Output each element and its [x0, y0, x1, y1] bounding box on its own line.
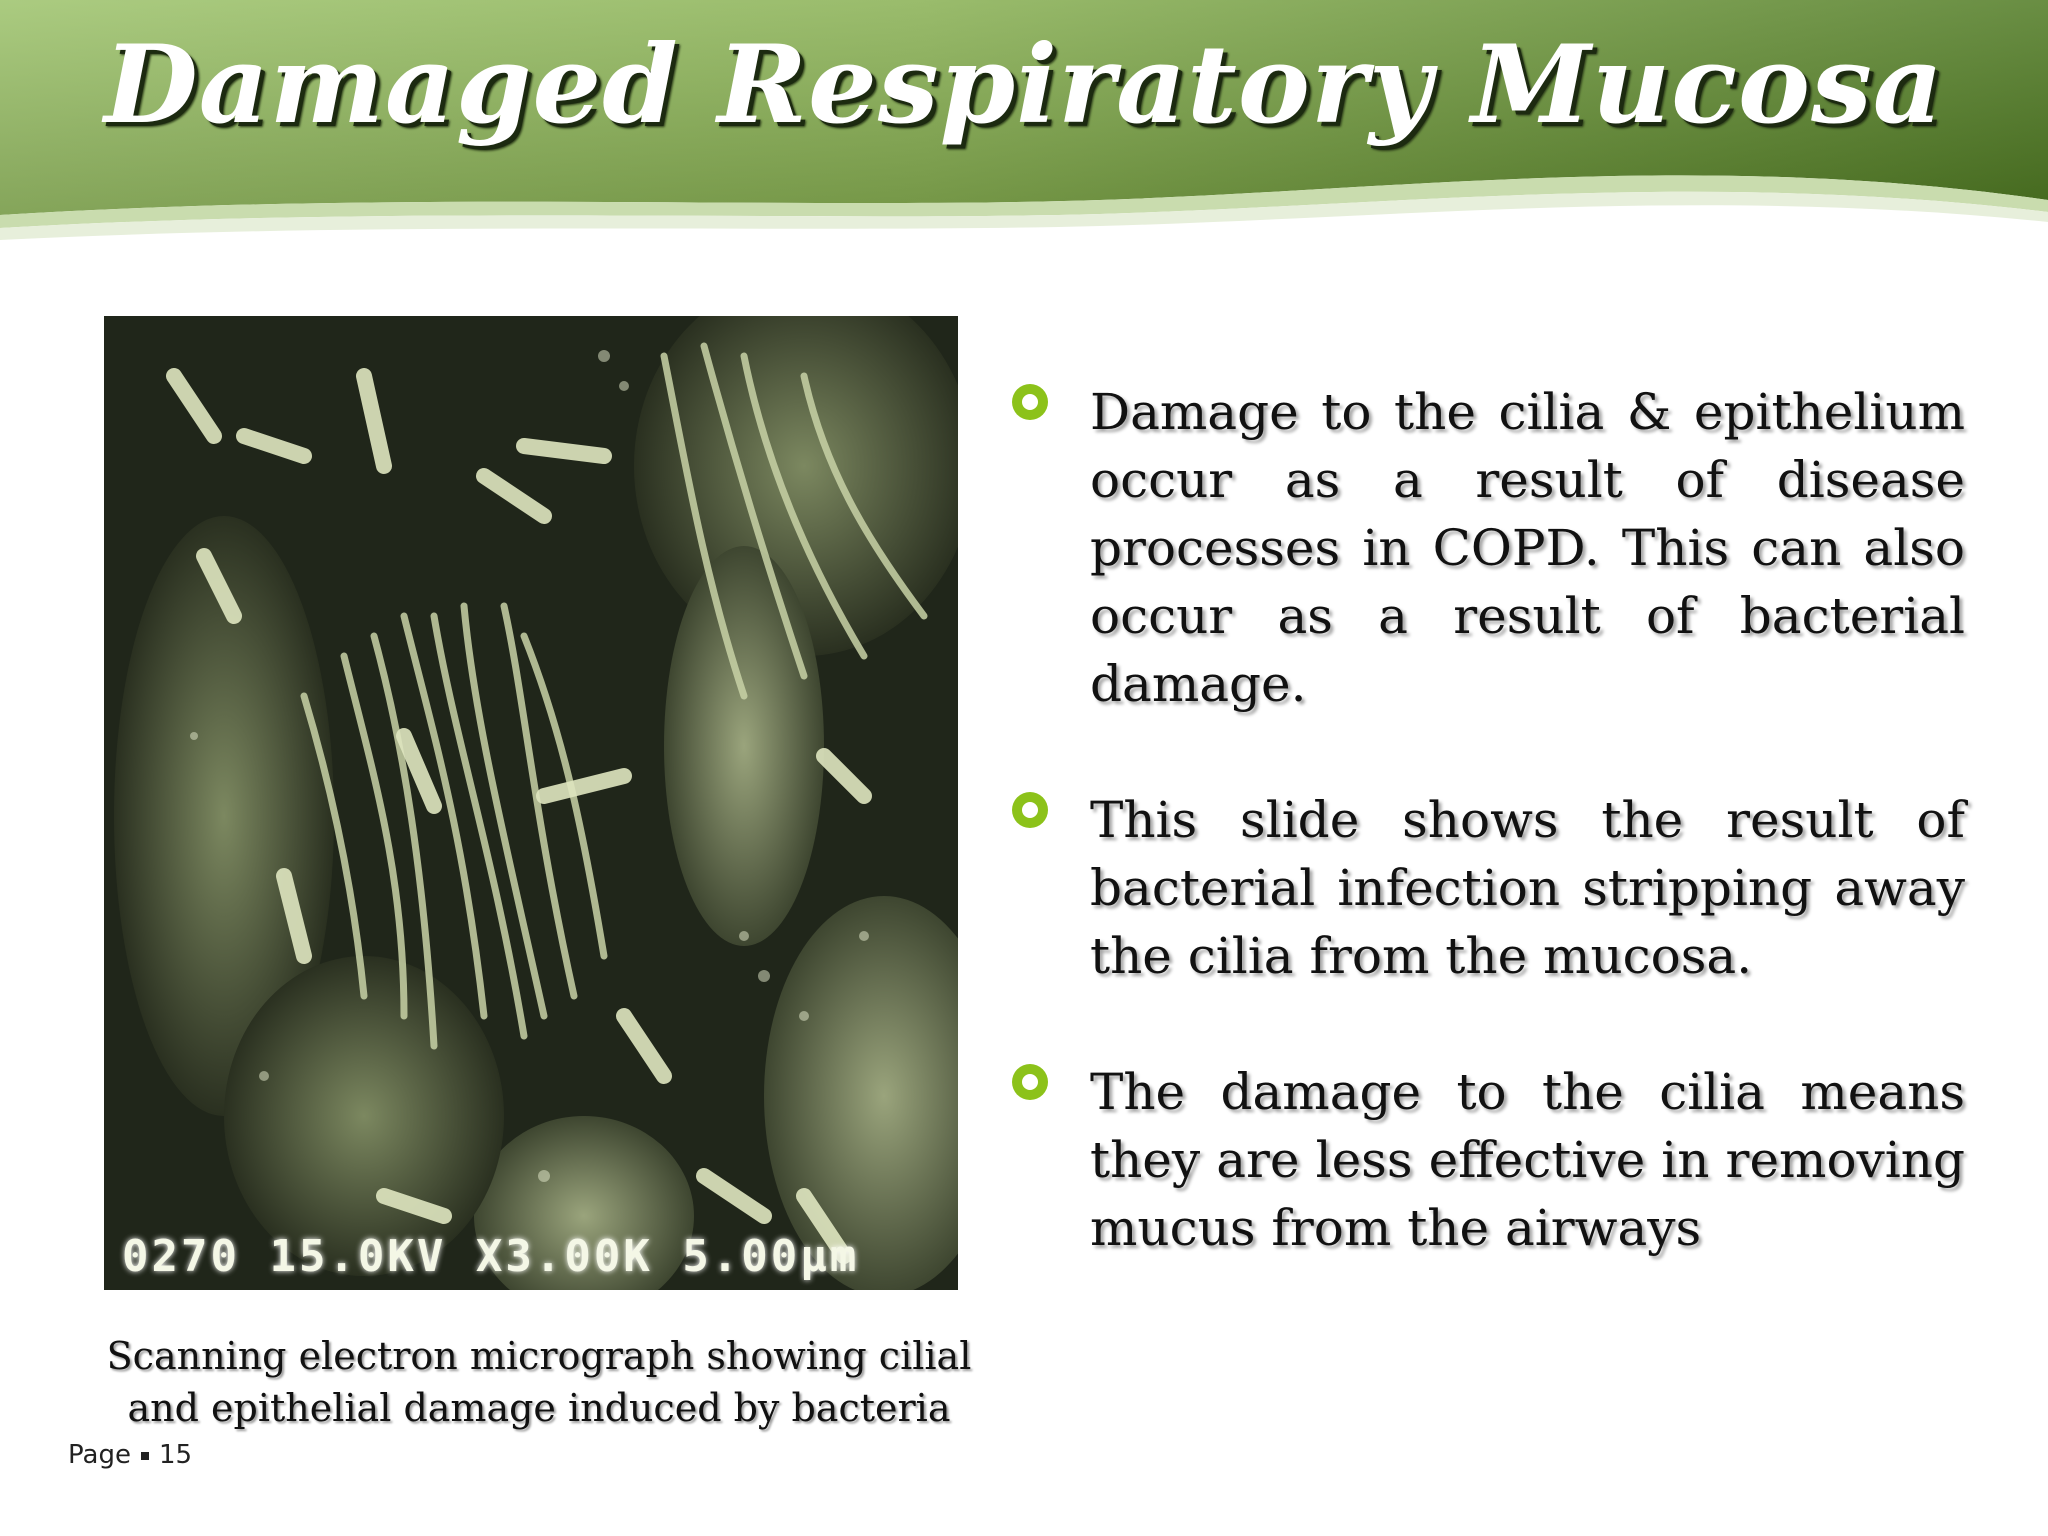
bullet-text: The damage to the cilia means they are less effective in removing mucus from the airways — [1090, 1063, 1965, 1257]
ring-bullet-icon — [1012, 792, 1048, 828]
micrograph-scale-readout: 0270 15.0KV X3.00K 5.00µm — [122, 1231, 860, 1282]
page-label: Page — [68, 1440, 131, 1470]
slide-title: Damaged Respiratory Mucosa — [104, 22, 1944, 148]
micrograph-texture — [104, 316, 958, 1290]
figure-caption — [104, 1330, 974, 1434]
figure-caption-line: and epithelial damage induced by bacteria — [127, 1386, 951, 1430]
bullet-text: This slide shows the result of bacterial infection stripping away the cilia from the mucosa. — [1090, 791, 1965, 985]
page-number-value: 15 — [158, 1440, 193, 1470]
ring-bullet-icon — [1012, 1064, 1048, 1100]
ring-bullet-icon — [1012, 384, 1048, 420]
figure-caption-line: Scanning electron micrograph showing cilial — [106, 1334, 972, 1378]
square-separator-icon — [141, 1452, 149, 1460]
bullet-item — [1010, 1058, 1965, 1262]
micrograph-image — [104, 316, 958, 1290]
header-banner — [0, 0, 2048, 240]
page-number — [68, 1440, 192, 1470]
bullet-item — [1010, 786, 1965, 990]
bullet-list — [1010, 378, 1965, 1330]
bullet-text: Damage to the cilia & epithelium occur as a result of disease processes in COPD. This can also occur as a result of bacterial damage. — [1090, 383, 1965, 713]
bullet-item — [1010, 378, 1965, 718]
